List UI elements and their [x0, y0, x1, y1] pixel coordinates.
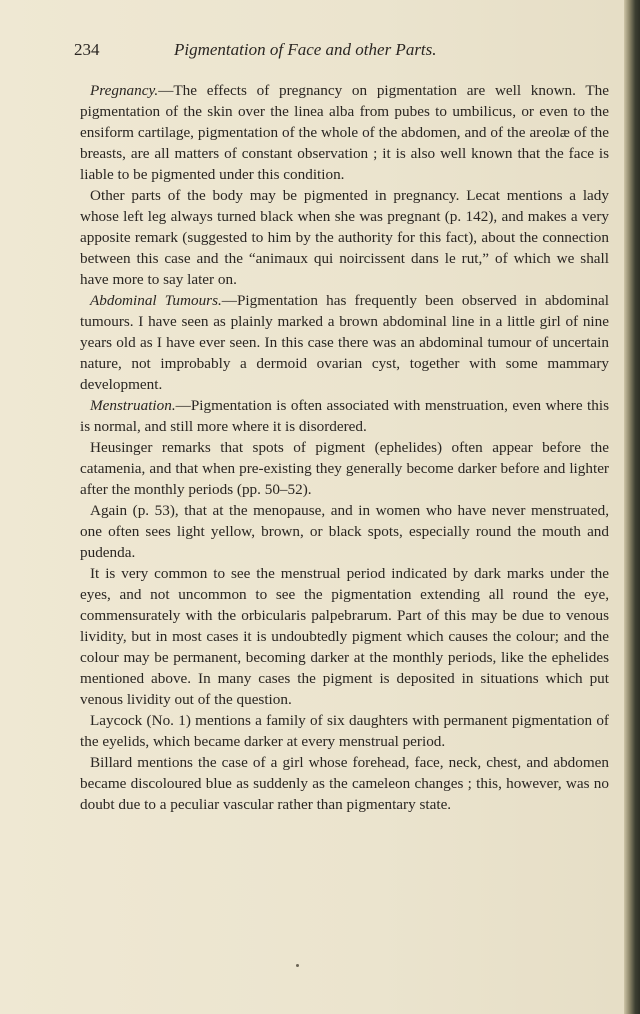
binding-edge — [624, 0, 640, 1014]
page-speck — [296, 964, 299, 967]
paragraph-text: Other parts of the body may be pigmented in pregnancy. Lecat mentions a lady whose left leg always turned black when she was pregnant (p. 142), and makes a very apposite remark (suggested to him by the authority for this fact), about the connection between this case and the “animaux qui noircissent dans le rut,” of which we shall have more to say later on. — [80, 187, 609, 288]
paragraph-menstrual-marks — [80, 563, 609, 710]
paragraph-text: Billard mentions the case of a girl whose forehead, face, neck, chest, and abdomen became discoloured blue as suddenly as the cameleon changes ; this, however, was no doubt due to a peculiar vascular rather than pigmentary state. — [80, 754, 609, 813]
paragraph-text: Again (p. 53), that at the menopause, and in women who have never menstruated, one often sees light yellow, brown, or black spots, especially round the mouth and pudenda. — [80, 502, 609, 561]
paragraph-billard — [80, 752, 609, 815]
paragraph-heusinger — [80, 437, 609, 500]
paragraph-text: —Pigmentation has frequently been observed in abdominal tumours. I have seen as plainly marked a brown abdominal line in a little girl of nine years old as I have ever seen. In this case there was an abdominal tumour of uncertain nature, not improbably a dermoid ovarian cyst, together with some mammary development. — [80, 292, 609, 393]
paragraph-text: Laycock (No. 1) mentions a family of six daughters with permanent pigmentation of the eyelids, which became darker at every menstrual period. — [80, 712, 609, 750]
paragraph-text: —The effects of pregnancy on pigmentation are well known. The pigmentation of the skin over the linea alba from pubes to umbilicus, or even to the ensiform cartilage, pigmentation of the whole of the abdomen, and of the areolæ of the breasts, are all matters of constant observation ; it is also well known that the face is liable to be pigmented under this condition. — [80, 82, 609, 183]
section-heading-pregnancy: Pregnancy. — [90, 82, 159, 99]
paragraph-abdominal-tumours — [80, 290, 609, 395]
paragraph-text: Heusinger remarks that spots of pigment (ephelides) often appear before the catamenia, and that when pre-existing they generally become darker before and lighter after the monthly periods (pp. 50–52). — [80, 439, 609, 498]
paragraph-text: —Pigmentation is often associated with menstruation, even where this is normal, and still more where it is disordered. — [80, 397, 609, 435]
running-head — [74, 40, 609, 66]
paragraph-laycock — [80, 710, 609, 752]
paragraph-menstruation — [80, 395, 609, 437]
page-number: 234 — [74, 40, 100, 59]
section-heading-abdominal-tumours: Abdominal Tumours. — [90, 292, 222, 309]
paragraph-text: It is very common to see the menstrual period indicated by dark marks under the eyes, and not uncommon to see the pigmentation extending all round the eye, commensurately with the orbicularis palpebrarum. Part of this may be due to venous lividity, but in most cases it is undoubtedly pigment which causes the colour; and the colour may be permanent, becoming darker at the monthly periods, like the ephelides mentioned above. In many cases the pigment is deposited in situations which put venous lividity out of the question. — [80, 565, 609, 708]
section-heading-menstruation: Menstruation. — [90, 397, 176, 414]
body-text — [80, 80, 609, 815]
paragraph-pregnancy — [80, 80, 609, 185]
paragraph-other-parts — [80, 185, 609, 290]
paragraph-menopause — [80, 500, 609, 563]
running-title: Pigmentation of Face and other Parts. — [174, 40, 437, 59]
